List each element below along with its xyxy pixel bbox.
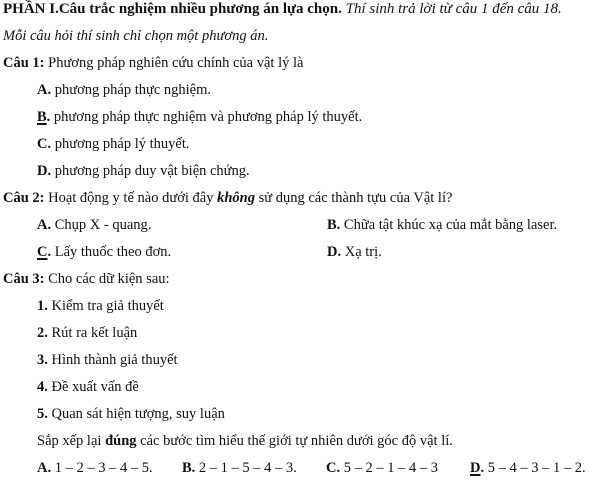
step-text: Đề xuất vấn đề [51, 379, 139, 395]
option-dot: . [480, 460, 485, 476]
option-a[interactable] [37, 460, 153, 477]
step-item [37, 298, 164, 315]
question-3 [3, 271, 170, 288]
step-number: 4. [37, 379, 48, 395]
question-emphasis: không [217, 190, 255, 206]
step-item [37, 406, 225, 423]
option-text: phương pháp thực nghiệm. [54, 82, 212, 98]
question-text: Cho các dữ kiện sau: [48, 271, 170, 287]
question-text: sử dụng các thành tựu của Vật lí? [258, 190, 453, 206]
option-d[interactable] [327, 244, 382, 261]
option-d[interactable] [37, 163, 250, 180]
step-item [37, 379, 139, 396]
step-number: 5. [37, 406, 48, 422]
question-text: Hoạt động y tế nào dưới đây [48, 190, 214, 206]
step-item [37, 325, 137, 342]
option-text: phương pháp lý thuyết. [54, 136, 190, 152]
step-number: 2. [37, 325, 48, 341]
step-text: Rút ra kết luận [51, 325, 138, 341]
section-title: PHẦN I.Câu trắc nghiệm nhiều phương án lựa chọn. [3, 1, 342, 17]
section-header [3, 1, 562, 18]
option-b[interactable] [182, 460, 297, 477]
question-text: Phương pháp nghiên cứu chính của vật lý là [48, 55, 304, 71]
option-dot: . [46, 109, 51, 125]
option-text: Xạ trị. [344, 244, 382, 260]
option-d-correct[interactable] [470, 460, 586, 477]
option-a[interactable] [37, 217, 151, 234]
step-text: Quan sát hiện tượng, suy luận [51, 406, 225, 422]
option-letter: A. [37, 82, 52, 98]
option-letter: A. [37, 217, 52, 233]
option-text: 2 – 1 – 5 – 4 – 3. [198, 460, 297, 476]
question-label: Câu 3: [3, 271, 45, 287]
step-number: 3. [37, 352, 48, 368]
question-label: Câu 1: [3, 55, 45, 71]
option-letter: D. [37, 163, 52, 179]
prompt-emphasis: đúng [105, 433, 137, 449]
prompt-text: Sắp xếp lại [37, 433, 102, 449]
option-text: 1 – 2 – 3 – 4 – 5. [54, 460, 153, 476]
option-text: 5 – 2 – 1 – 4 – 3 [343, 460, 438, 476]
option-letter: A. [37, 460, 52, 476]
option-letter: C [37, 244, 48, 260]
option-text: 5 – 4 – 3 – 1 – 2. [487, 460, 586, 476]
option-c[interactable] [326, 460, 438, 477]
option-c-correct[interactable] [37, 244, 171, 261]
option-letter: C. [326, 460, 341, 476]
option-text: phương pháp duy vật biện chứng. [54, 163, 250, 179]
section-instruction-2: Mỗi câu hỏi thí sinh chỉ chọn một phương án. [3, 28, 269, 44]
step-item [37, 352, 178, 369]
question-1 [3, 55, 303, 72]
option-a[interactable] [37, 82, 211, 99]
option-text: Chữa tật khúc xạ của mắt bằng laser. [343, 217, 558, 233]
option-dot: . [47, 244, 52, 260]
option-letter: B [37, 109, 47, 125]
option-b-correct[interactable] [37, 109, 362, 126]
option-letter: C. [37, 136, 52, 152]
question-3-prompt [37, 433, 453, 450]
option-letter: D. [327, 244, 342, 260]
option-text: Chụp X - quang. [54, 217, 152, 233]
question-label: Câu 2: [3, 190, 45, 206]
option-c[interactable] [37, 136, 189, 153]
option-letter: B. [327, 217, 341, 233]
prompt-text: các bước tìm hiểu thế giới tự nhiên dưới góc độ vật lí. [140, 433, 453, 449]
section-instruction: Thí sinh trả lời từ câu 1 đến câu 18. [345, 1, 562, 17]
step-text: Hình thành giả thuyết [51, 352, 178, 368]
step-number: 1. [37, 298, 48, 314]
question-2 [3, 190, 452, 207]
step-text: Kiểm tra giả thuyết [51, 298, 164, 314]
option-text: phương pháp thực nghiệm và phương pháp lý thuyết. [53, 109, 363, 125]
option-b[interactable] [327, 217, 557, 234]
option-letter: D [470, 460, 481, 476]
option-letter: B. [182, 460, 196, 476]
option-text: Lấy thuốc theo đơn. [54, 244, 172, 260]
